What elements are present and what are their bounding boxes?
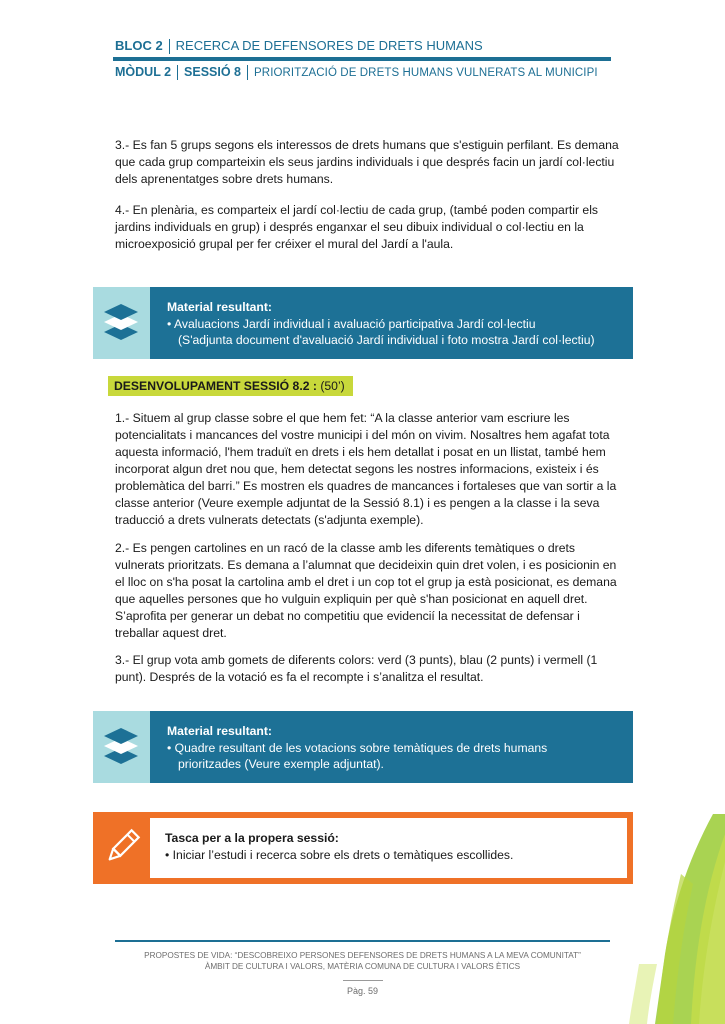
material-box-2-body	[150, 711, 633, 783]
session-label	[108, 376, 353, 396]
header-divider	[247, 65, 248, 80]
material-line: prioritzades (Veure exemple adjuntat).	[178, 757, 384, 771]
material-line: • Quadre resultant de les votacions sobre temàtiques de drets humans	[167, 740, 548, 755]
session-paragraph-3: 3.- El grup vota amb gomets de diferents colors: verd (3 punts), blau (2 punts) i vermell (1 punt). Després de la votació es fa el recompte i s’analitza el resultat.	[115, 653, 598, 684]
header-bloc-title: RECERCA DE DEFENSORES DE DRETS HUMANS	[175, 38, 483, 53]
material-box-2	[93, 711, 633, 783]
page-number: Pàg. 59	[346, 986, 379, 996]
layers-icon	[93, 711, 150, 783]
header-sessio-title: PRIORITZACIÓ DE DRETS HUMANS VULNERATS AL MUNICIPI	[254, 67, 598, 79]
material-title: Material resultant:	[167, 724, 272, 738]
page-number-rule	[343, 980, 383, 981]
header-sessio: SESSIÓ 8	[184, 65, 242, 79]
intro-paragraph-3: 3.- Es fan 5 grups segons els interessos de drets humans que s'estiguin perfilant. Es demana que cada grup comparteixin els seus jardins individuals i que després facin un jardí col·lectiu dels aprenentatges sobre drets humans.	[115, 138, 619, 186]
header-rule	[113, 57, 611, 61]
intro-paragraph-4: 4.- En plenària, es comparteix el jardí col·lectiu de cada grup, (també poden compartir els jardins individuals en grup) i després enganxar el seu dibuix individual o col·lectiu en la microexposició grupal per fer créixer el mural del Jardí a l'aula.	[115, 203, 599, 251]
task-box-body	[150, 818, 627, 878]
task-box	[93, 812, 633, 884]
session-duration: (50’)	[320, 379, 345, 393]
material-line: (S'adjunta document d'avaluació Jardí individual i foto mostra Jardí col·lectiu)	[178, 333, 595, 347]
session-paragraph-1: 1.- Situem al grup classe sobre el que hem fet: “A la classe anterior vam escriure les potencialitats i mancances del vostre municipi i del món on vivim. Nosaltres hem agafat tota aquesta informació, l'hem traduït en drets i els hem detallat i posat en un llistat, també hem incorporat algun dret nou que, hem detectat segons les nostres informacions, existeix i és problemàtica del barri.” Es mostren els quadres de mancances i fortaleses que van sortir a la classe anterior (Veure exemple adjuntat de la Sessió 8.1) i es pengen a la classe i la seva traducció a drets vulnerats detectats (s'adjunta exemple).	[115, 411, 617, 527]
task-line: • Iniciar l’estudi i recerca sobre els drets o temàtiques escollides.	[165, 847, 514, 862]
header-session-line	[115, 65, 598, 80]
material-box-1-body	[150, 287, 633, 359]
header-divider	[169, 39, 170, 54]
material-line: • Avaluacions Jardí individual i avaluació participativa Jardí col·lectiu	[167, 316, 536, 331]
footer-rule	[115, 940, 610, 942]
layers-icon	[93, 287, 150, 359]
material-box-1	[93, 287, 633, 359]
header-bloc-line	[115, 38, 483, 54]
session-label-text: DESENVOLUPAMENT SESSIÓ 8.2 :	[114, 379, 317, 393]
brush-strokes-decoration	[595, 814, 725, 1024]
footer-line-2: ÀMBIT DE CULTURA I VALORS, MATÈRIA COMUNA DE CULTURA I VALORS ÈTICS	[204, 962, 521, 971]
header-bloc: BLOC 2	[115, 38, 163, 53]
material-title: Material resultant:	[167, 300, 272, 314]
header-divider	[177, 65, 178, 80]
pencil-icon	[93, 812, 150, 884]
header-modul: MÒDUL 2	[115, 65, 172, 79]
footer-line-1: PROPOSTES DE VIDA: “DESCOBREIXO PERSONES DEFENSORES DE DRETS HUMANS A LA MEVA COMUNITAT”	[144, 951, 581, 960]
session-paragraph-2: 2.- Es pengen cartolines en un racó de la classe amb les diferents temàtiques o drets vulnerats prioritzats. Es demana a l’alumnat que decideixin quin dret volen, i es posicionin en el lloc on s'ha posat la cartolina amb el dret i un cop tot el grup ja està posicionat, es demana que aquelles persones que ho vulguin expliquin per què s'han posicionat en aquell dret. S’aprofita per generar un debat no competitiu que evidencií la necessitat de defensar i treballar aquest dret.	[115, 541, 617, 640]
task-title: Tasca per a la propera sessió:	[165, 831, 339, 845]
